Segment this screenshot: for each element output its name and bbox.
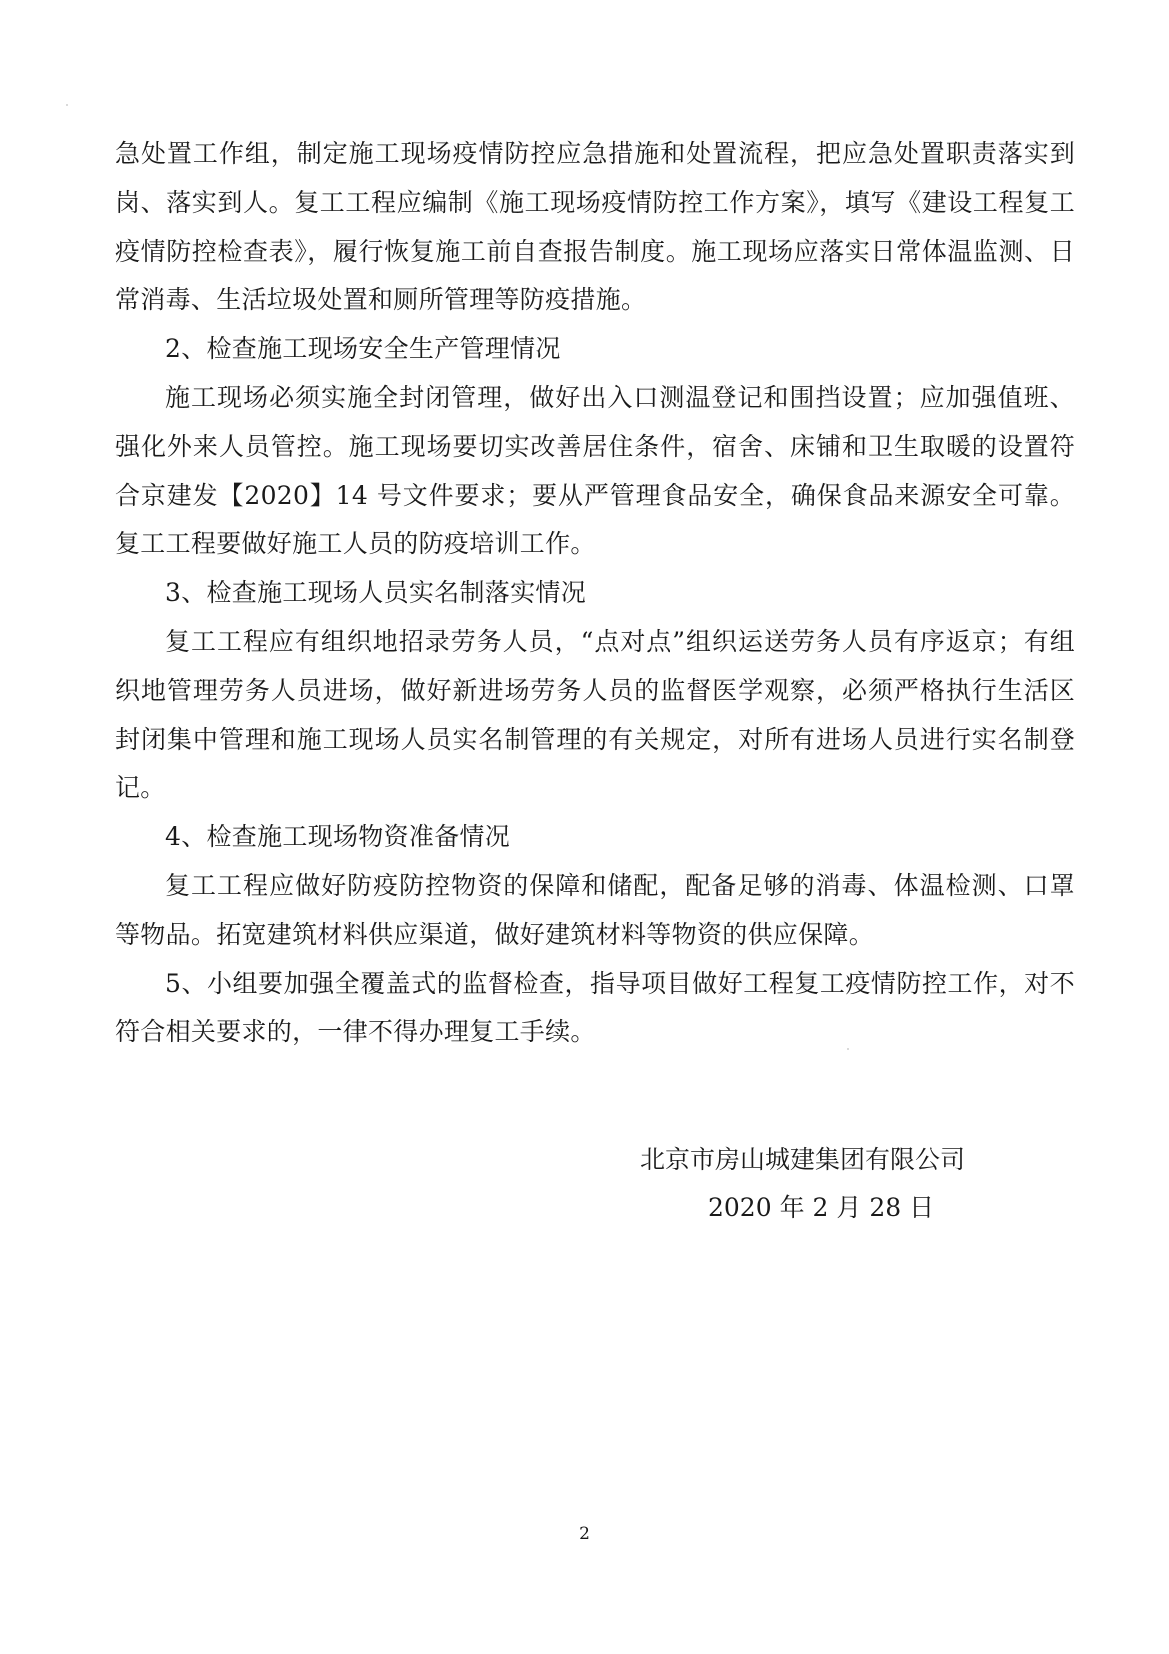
signature-block <box>640 1136 1020 1232</box>
section-body-4: 复工工程应做好防疫防控物资的保障和储配，配备足够的消毒、体温检测、口罩等物品。拓宽建筑材料供应渠道，做好建筑材料等物资的供应保障。 <box>115 870 1075 949</box>
section-body-2: 施工现场必须实施全封闭管理，做好出入口测温登记和围挡设置；应加强值班、强化外来人员管控。施工现场要切实改善居住条件，宿舍、床铺和卫生取暖的设置符合京建发【2020】14 号文件要求；要从严管理食品安全，确保食品来源安全可靠。复工工程要做好施工人员的防疫培训工作。 <box>115 382 1075 559</box>
section-body-3: 复工工程应有组织地招录劳务人员，“点对点”组织运送劳务人员有序返京；有组织地管理劳务人员进场，做好新进场劳务人员的监督医学观察，必须严格执行生活区封闭集中管理和施工现场人员实名制管理的有关规定，对所有进场人员进行实名制登记。 <box>115 626 1075 803</box>
document-body <box>115 130 1075 1057</box>
signature-organization: 北京市房山城建集团有限公司 <box>640 1145 966 1174</box>
section-heading-3: 3、检查施工现场人员实名制落实情况 <box>165 578 587 608</box>
signature-date: 2020 年 2 月 28 日 <box>708 1193 935 1222</box>
scan-speck <box>66 104 68 106</box>
page-number: 2 <box>579 1524 590 1544</box>
section-heading-4: 4、检查施工现场物资准备情况 <box>165 822 511 852</box>
section-heading-2: 2、检查施工现场安全生产管理情况 <box>165 334 561 364</box>
continuation-paragraph: 急处置工作组，制定施工现场疫情防控应急措施和处置流程，把应急处置职责落实到岗、落实到人。复工工程应编制《施工现场疫情防控工作方案》，填写《建设工程复工疫情防控检查表》，履行恢复施工前自查报告制度。施工现场应落实日常体温监测、日常消毒、生活垃圾处置和厕所管理等防疫措施。 <box>115 139 1075 315</box>
item-5-paragraph: 5、小组要加强全覆盖式的监督检查，指导项目做好工程复工疫情防控工作，对不符合相关要求的，一律不得办理复工手续。 <box>115 968 1075 1047</box>
